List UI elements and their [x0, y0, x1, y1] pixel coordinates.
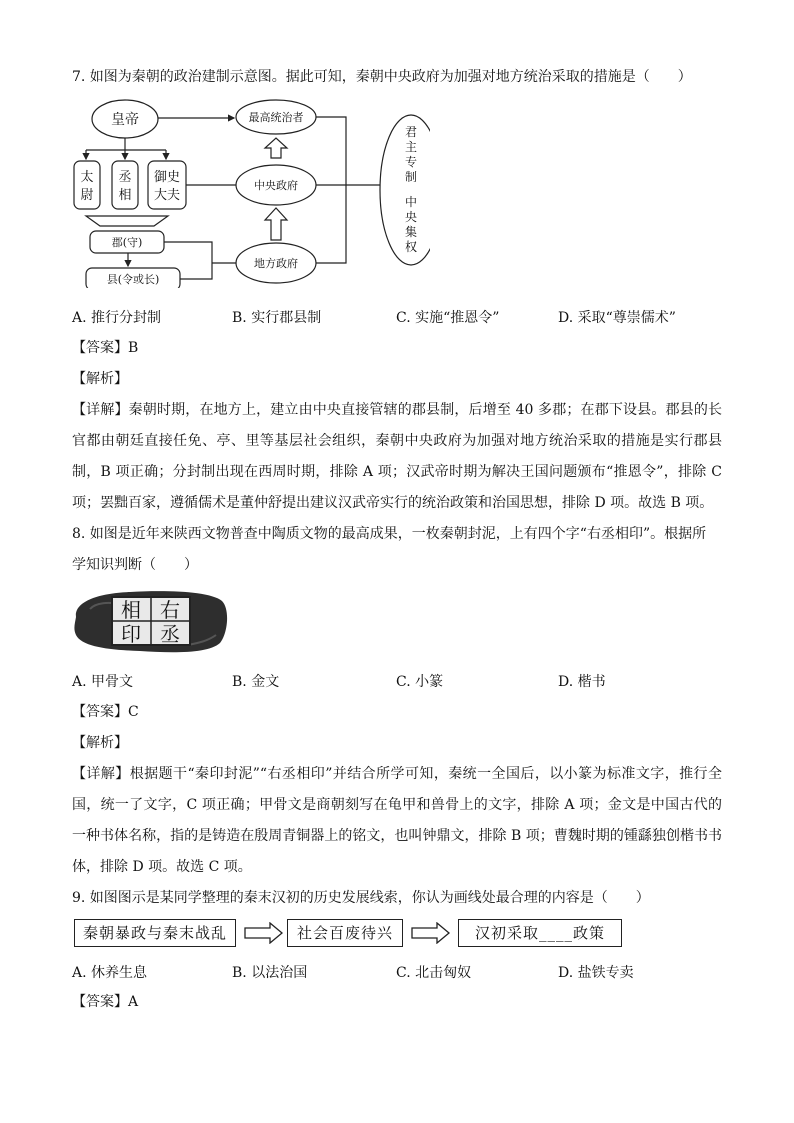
q8-option-a: A. 甲骨文	[72, 674, 134, 690]
q9-answer: 【答案】A	[72, 994, 139, 1010]
autocracy-label: 央	[404, 210, 418, 224]
q7-diagram	[70, 98, 430, 288]
xian-label: 县(令或长)	[106, 273, 160, 286]
supreme-label: 最高统治者	[248, 111, 304, 124]
q9-option-d: D. 盐铁专卖	[558, 965, 634, 981]
q9-option-c: C. 北击匈奴	[396, 965, 472, 981]
q8-option-c: C. 小篆	[396, 674, 444, 690]
q7-answer: 【答案】B	[72, 340, 139, 356]
autocracy-label: 集	[404, 225, 418, 239]
right-arrow-icon	[244, 922, 284, 944]
autocracy-label: 制	[404, 170, 418, 184]
q9-chain-step-1: 秦朝暴政与秦末战乱	[74, 919, 236, 947]
q7-option-c: C. 实施“推恩令”	[396, 310, 500, 326]
autocracy-label: 君	[404, 125, 418, 139]
q9-stem: 9. 如图图示是某同学整理的秦末汉初的历史发展线索，你认为画线处最合理的内容是（ ）	[72, 890, 650, 906]
seal-char: 丞	[160, 622, 180, 646]
q7-options	[72, 307, 722, 327]
clay-seal-image	[70, 587, 230, 657]
right-arrow-icon	[411, 922, 451, 944]
seal-char: 相	[121, 598, 141, 622]
q9-chain-step-2: 社会百废待兴	[287, 919, 403, 947]
q9-chain-step-3: 汉初采取____政策	[458, 919, 622, 947]
seal-char: 右	[160, 598, 180, 622]
q7-detail: 【详解】秦朝时期，在地方上，建立由中央直接管辖的郡县制，后增至 40 多郡；在郡下设县。郡县的长官都由朝廷直接任免、亭、里等基层社会组织，秦朝中央政府为加强对地方统治采取的措施是实行郡县制，B 项正确；分封制出现在西周时期，排除 A 项；汉武帝时期为解决王国问题颁布“推恩令”，排除 C 项；罢黜百家，遵循儒术是董仲舒提出建议汉武帝实行的统治政策和治国思想，排除 D 项。故选 B 项。	[72, 402, 722, 511]
q7-analysis: 【解析】	[72, 371, 128, 387]
chengxiang-label: 丞	[118, 170, 132, 185]
autocracy-label: 权	[404, 240, 418, 254]
central-label: 中央政府	[254, 179, 298, 192]
taiwei-label: 太	[80, 170, 94, 185]
seal-char: 印	[121, 622, 141, 646]
autocracy-label: 中	[404, 195, 418, 209]
q8-analysis: 【解析】	[72, 735, 128, 751]
q9-options	[72, 962, 722, 982]
autocracy-label: 主	[404, 140, 418, 154]
autocracy-label: 专	[404, 155, 418, 169]
q8-stem: 8. 如图是近年来陕西文物普查中陶质文物的最高成果，一枚秦朝封泥，上有四个字“右丞相印”。根据所	[72, 526, 707, 542]
q9-option-b: B. 以法治国	[232, 965, 308, 981]
q9-option-a: A. 休养生息	[72, 965, 148, 981]
q8-detail: 【详解】根据题干“秦印封泥”“右丞相印”并结合所学可知，秦统一全国后，以小篆为标准文字，推行全国，统一了文字，C 项正确；甲骨文是商朝刻写在龟甲和兽骨上的文字，排除 A 项；金文是中国古代的一种书体名称，指的是铸造在殷周青铜器上的铭文，也叫钟鼎文，排除 B 项；曹魏时期的锺繇独创楷书书体，排除 D 项。故选 C 项。	[72, 766, 722, 875]
jun-label: 郡(守)	[111, 236, 143, 249]
q7-option-b: B. 实行郡县制	[232, 310, 322, 326]
q7-option-d: D. 采取“尊崇儒术”	[558, 310, 676, 326]
q8-options	[72, 671, 722, 691]
local-label: 地方政府	[254, 257, 298, 270]
taiwei-label: 尉	[80, 188, 94, 203]
q7-option-a: A. 推行分封制	[72, 310, 162, 326]
q8-option-d: D. 楷书	[558, 674, 606, 690]
hollow-arrow-icon	[265, 208, 287, 240]
yushi-label: 大夫	[153, 188, 181, 203]
q8-option-b: B. 金文	[232, 674, 280, 690]
q8-answer: 【答案】C	[72, 704, 139, 720]
emperor-label: 皇帝	[111, 112, 139, 128]
hollow-arrow-icon	[265, 138, 287, 158]
yushi-label: 御史	[153, 170, 181, 185]
chengxiang-label: 相	[118, 188, 132, 203]
q7-stem: 7. 如图为秦朝的政治建制示意图。据此可知，秦朝中央政府为加强对地方统治采取的措施是（ ）	[72, 69, 692, 85]
q8-stem: 学知识判断（ ）	[72, 557, 198, 573]
